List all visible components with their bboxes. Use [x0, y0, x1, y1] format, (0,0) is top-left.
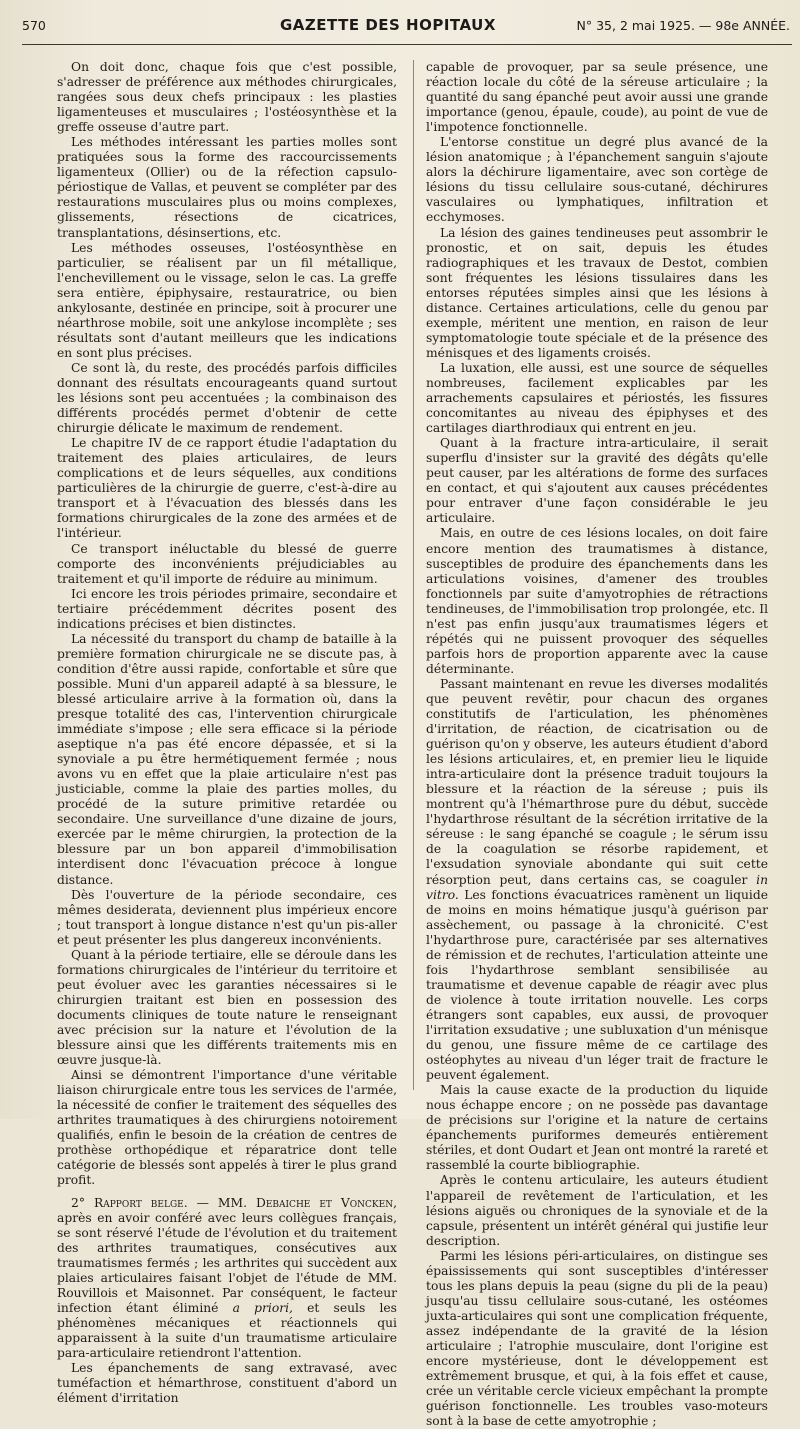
- paragraph: Ici encore les trois périodes primaire, secondaire et tertiaire précédemment décrites posent des indications précises et bien distinctes.: [57, 586, 397, 631]
- paragraph: Ce sont là, du reste, des procédés parfois difficiles donnant des résultats encourageants quand surtout les lésions sont peu accentuées ; la combinaison des différents procédés permet d'obtenir de cette chirurgie délicate le maximum de rendement.: [57, 360, 397, 436]
- paragraph: Après le contenu articulaire, les auteurs étudient l'appareil de revêtement de l'articulation, et les lésions aiguës ou chroniques de la synoviale et de la capsule, présentent un intérêt général qui justifie leur description.: [426, 1173, 768, 1248]
- section-number: 2°: [71, 1195, 85, 1210]
- paragraph: Le chapitre IV de ce rapport étudie l'adaptation du traitement des plaies articulaires, de leurs complications et de leurs séquelles, aux conditions particulières de la chirurgie de guerre, c'est-à-dire au transport et à l'évacuation des blessés dans les formations chirurgicales de la zone des armées et de l'intérieur.: [57, 436, 397, 541]
- paragraph: L'entorse constitue un degré plus avancé de la lésion anatomique ; à l'épanchement sanguin s'ajoute alors la déchirure ligamentaire, avec son cortège de lésions du tissu cellulaire sous-cutané, déchirures vasculaires ou lymphatiques, infiltration et ecchymoses.: [426, 135, 768, 225]
- paragraph: Quant à la fracture intra-articulaire, il serait superflu d'insister sur la gravité des dégâts qu'elle peut causer, par les altérations de forme des surfaces en contact, et qui s'ajoutent aux causes précédentes pour entraver d'une façon considérable le jeu articulaire.: [426, 436, 768, 526]
- paragraph-text: Les fonctions évacuatrices ramènent un liquide de moins en moins hématique jusqu'à guérison par assèchement, ou passage à la chronicité. C'est l'hydarthrose pure, caractérisée par ses alternatives de rémission et de rechutes, l'articulation atteinte une fois l'hydarthrose semblant sensibilisée au traumatisme et devenue capable de réagir avec plus de violence à toute irritation nouvelle. Les corps étrangers sont capables, eux aussi, de provoquer l'irritation exsudative ; une subluxation d'un ménisque du genou, une fissure même de ce cartilage des ostéophytes au niveau d'un léger trait de fracture le peuvent également.: [426, 887, 768, 1083]
- paragraph-text: et seuls les phénomènes mécaniques et réactionnels qui apparaissent à la suite d'un traumatisme articulaire para-articulaire retiendront l'attention.: [57, 1300, 397, 1360]
- journal-title: GAZETTE DES HOPITAUX: [280, 16, 496, 34]
- emphasis: a priori,: [232, 1300, 293, 1315]
- paragraph: capable de provoquer, par sa seule présence, une réaction locale du côté de la séreuse articulaire ; la quantité du sang épanché peut avoir aussi une grande importance (genou, épaule, coude), au point de vue de l'impotence fonctionnelle.: [426, 60, 768, 135]
- paragraph: On doit donc, chaque fois que c'est possible, s'adresser de préférence aux méthodes chirurgicales, rangées sous deux chefs principaux : les plasties ligamenteuses et musculaires ; l'ostéosynthèse et la greffe osseuse d'autre part.: [57, 60, 397, 135]
- paragraph-text: après en avoir conféré avec leurs collègues français, se sont réservé l'étude de l'évolution et du traitement des arthrites traumatiques, consécutives aux traumatismes fermés ; les arthrites qui succèdent aux plaies articulaires faisant l'objet de l'étude de MM. Rouvillois et Maisonnet. Par conséquent, le facteur infection étant éliminé: [57, 1210, 397, 1315]
- running-header: [22, 14, 792, 45]
- page-number: 570: [22, 18, 46, 33]
- right-column: [426, 60, 768, 1429]
- left-column: [57, 60, 397, 1406]
- issue-info: N° 35, 2 mai 1925. — 98e ANNÉE.: [576, 18, 790, 33]
- paragraph: Les méthodes intéressant les parties molles sont pratiquées sous la forme des raccourcissements ligamenteux (Ollier) ou de la réfection capsulo-périostique de Vallas, et peuvent se compléter par des restaurations musculaires plus ou moins complexes, glissements, résections de cicatrices, transplantations, désinsertions, etc.: [57, 135, 397, 240]
- paragraph: Ce transport inéluctable du blessé de guerre comporte des inconvénients préjudiciables au traitement et qu'il importe de réduire au minimum.: [57, 541, 397, 586]
- paragraph: Les épanchements de sang extravasé, avec tuméfaction et hémarthrose, constituent d'abord un élément d'irritation: [57, 1361, 397, 1406]
- paragraph: La luxation, elle aussi, est une source de séquelles nombreuses, facilement explicables par les arrachements capsulaires et périostés, les fissures concomitantes au niveau des épiphyses et des cartilages diarthrodiaux qui entrent en jeu.: [426, 360, 768, 436]
- paragraph: Ainsi se démontrent l'importance d'une véritable liaison chirurgicale entre tous les services de l'armée, la nécessité de confier le traitement des séquelles des arthrites traumatiques à des chirurgiens notoirement qualifiés, enfin le besoin de la création de centres de prothèse orthopédique et réparatrice dont telle catégorie de blessés sont appelés à tirer le plus grand profit.: [57, 1068, 397, 1188]
- paragraph-text: Passant maintenant en revue les diverses modalités que peuvent revêtir, pour chacun des organes constitutifs de l'articulation, les phénomènes d'irritation, de réaction, de cicatrisation ou de guérison qu'on y observe, les auteurs étudient d'abord les lésions articulaires, et, en premier lieu le liquide intra-articulaire dont la présence traduit toujours la blessure et la réaction de la séreuse ; puis ils montrent qu'à l'hémarthrose pure du début, succède l'hydarthrose résultant de la sécrétion irritative de la séreuse : le sang épanché se coagule ; le sérum issu de la coagulation se résorbe rapidement, et l'exsudation synoviale abondante qui suit cette résorption peut, dans certains cas, se coaguler: [426, 676, 768, 887]
- paragraph: Dès l'ouverture de la période secondaire, ces mêmes desiderata, deviennent plus impérieux encore ; tout transport à longue distance n'est qu'un pis-aller et peut présenter les plus dangereux inconvénients.: [57, 887, 397, 947]
- paragraph: La nécessité du transport du champ de bataille à la première formation chirurgicale ne se discute pas, à condition d'être aussi rapide, confortable et sûre que possible. Muni d'un appareil adapté à sa blessure, le blessé articulaire arrive à la formation où, dans la presque totalité des cas, l'intervention chirurgicale immédiate s'impose ; elle sera efficace si la période aseptique n'a pas été encore dépassée, et si la synoviale a pu être hermétiquement fermée ; nous avons vu en effet que la plaie articulaire n'est pas justiciable, comme la plaie des parties molles, du procédé de la suture primitive retardée ou secondaire. Une surveillance d'une dizaine de jours, exercée par le même chirurgien, la protection de la blessure par un bon appareil d'immobilisation interdisent donc l'évacuation précoce à longue distance.: [57, 631, 397, 887]
- authors: — MM. Debaiche et Voncken,: [196, 1195, 397, 1210]
- paragraph: Quant à la période tertiaire, elle se déroule dans les formations chirurgicales de l'intérieur du territoire et peut évoluer avec les garanties nécessaires si le chirurgien traitant est bien en possession des documents cliniques de toute nature le renseignant avec précision sur la nature et l'évolution de la blessure ainsi que les différents traitements mis en œuvre jusque-là.: [57, 947, 397, 1068]
- paragraph: Mais, en outre de ces lésions locales, on doit faire encore mention des traumatismes à distance, susceptibles de produire des épanchements dans les articulations voisines, d'amener des troubles fonctionnels par suite d'amyotrophies de rétractions tendineuses, de l'immobilisation trop prolongée, etc. Il n'est pas enfin jusqu'aux traumatismes légers et répétés qui ne puissent provoquer des séquelles parfois hors de proportion apparente avec la cause déterminante.: [426, 526, 768, 676]
- section-heading: Rapport belge.: [93, 1195, 188, 1210]
- paragraph: Parmi les lésions péri-articulaires, on distingue ses épaississements qui sont susceptibles d'intéresser tous les plans depuis la peau (signe du pli de la peau) jusqu'au tissu cellulaire sous-cutané, les ostéomes juxta-articulaires qui sont une complication fréquente, assez indépendante de la gravité de la lésion articulaire ; l'atrophie musculaire, dont l'origine est encore mystérieuse, dont le développement est extrêmement brusque, et qui, à la fois effet et cause, crée un véritable cercle vicieux empêchant la prompte guérison fonctionnelle. Les troubles vaso-moteurs sont à la base de cette amyotrophie ;: [426, 1248, 768, 1429]
- paragraph: Les méthodes osseuses, l'ostéosynthèse en particulier, se réalisent par un fil métallique, l'enchevillement ou le vissage, selon le cas. La greffe sera entière, épiphysaire, restauratrice, ou bien ankylosante, destinée en principe, soit à procurer une néarthrose mobile, soit une ankylose incomplète ; ses résultats sont d'autant meilleurs que les indications en sont plus précises.: [57, 240, 397, 360]
- emphasis: in vitro.: [426, 872, 768, 902]
- paragraph: [426, 677, 768, 1083]
- paragraph: Mais la cause exacte de la production du liquide nous échappe encore ; on ne possède pas davantage de précisions sur l'origine et la nature de certains épanchements puriformes demeurés entièrement stériles, et dont Oudart et Jean ont montré la rareté et rassemblé la courte bibliographie.: [426, 1083, 768, 1173]
- column-divider: [413, 60, 414, 1090]
- section-paragraph: [57, 1196, 397, 1362]
- paragraph: La lésion des gaines tendineuses peut assombrir le pronostic, et on sait, depuis les études radiographiques et les travaux de Destot, combien sont fréquentes les lésions tissulaires dans les entorses réputées simples ainsi que les lésions à distance. Certaines articulations, celle du genou par exemple, méritent une mention, en raison de leur symptomatologie toute spéciale et de la présence des ménisques et des ligaments croisés.: [426, 225, 768, 360]
